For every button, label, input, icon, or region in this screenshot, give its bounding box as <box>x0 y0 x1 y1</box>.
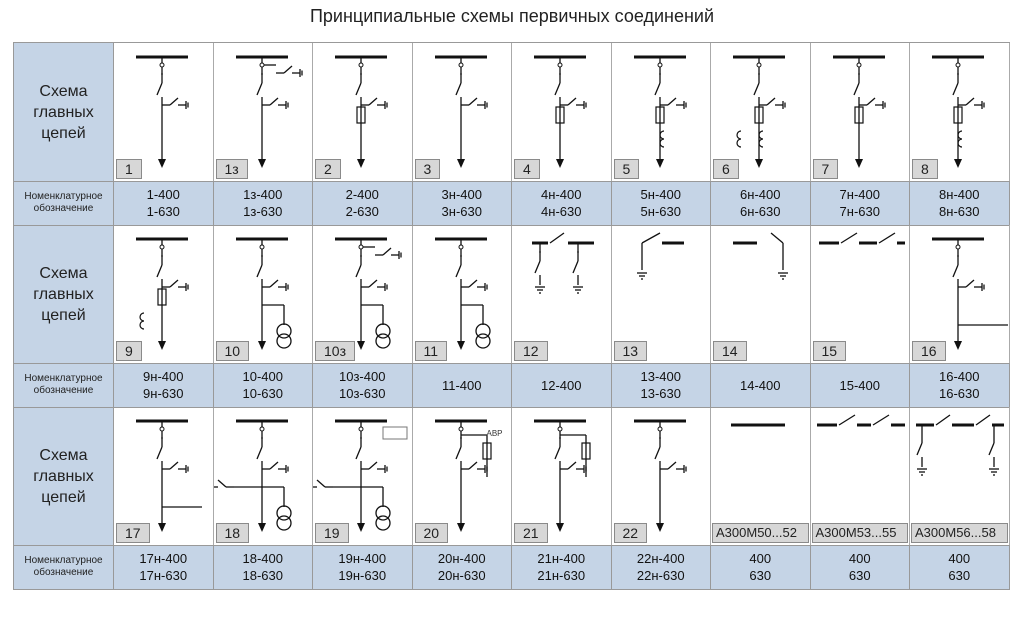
nomenclature-cell <box>114 545 214 589</box>
nomenclature-value: 630 <box>948 568 971 583</box>
scheme-number: 14 <box>713 341 747 361</box>
row-label: Схема главных цепей <box>14 225 114 363</box>
scheme-number: 10з <box>315 341 355 361</box>
nomenclature-value: 1-400 <box>146 187 180 202</box>
scheme-cell <box>413 43 513 181</box>
scheme-cell <box>313 407 413 545</box>
scheme-number: 21 <box>514 523 548 543</box>
nomenclature-value: 18-630 <box>242 568 283 583</box>
nomenclature-value: 1з-630 <box>243 204 283 219</box>
nomenclature-cell <box>214 545 314 589</box>
row-divider <box>14 545 1009 546</box>
nomenclature-value: 400 <box>749 551 772 566</box>
nomenclature-value: 12-400 <box>541 377 582 393</box>
row-divider <box>14 407 1009 408</box>
nomenclature-cell <box>413 181 513 225</box>
nomenclature-value: 10з-400 <box>339 369 386 384</box>
nomenclature-value: 400 <box>948 551 971 566</box>
scheme-number: 13 <box>614 341 648 361</box>
nomenclature-value: 14-400 <box>740 377 781 393</box>
scheme-number: 8 <box>912 159 938 179</box>
scheme-number: 18 <box>216 523 250 543</box>
scheme-cell <box>711 43 811 181</box>
nomenclature-value: 6н-630 <box>740 204 781 219</box>
nomenclature-value: 17н-630 <box>139 568 188 583</box>
row-divider <box>14 181 1009 182</box>
scheme-number: 16 <box>912 341 946 361</box>
nomenclature-label: Номенклатурное обозначение <box>14 545 114 589</box>
scheme-cell <box>811 43 911 181</box>
scheme-cell <box>512 407 612 545</box>
nomenclature-cell <box>413 545 513 589</box>
nomenclature-value: 16-400 <box>939 369 980 384</box>
nomenclature-value: 3н-630 <box>441 204 482 219</box>
nomenclature-cell <box>910 545 1010 589</box>
nomenclature-value: 4н-400 <box>541 187 582 202</box>
nomenclature-value: 3н-400 <box>441 187 482 202</box>
nomenclature-value: 8н-630 <box>939 204 980 219</box>
schemes-table <box>13 42 1010 590</box>
scheme-number: 19 <box>315 523 349 543</box>
scheme-number: А300М53...55 <box>812 523 909 543</box>
nomenclature-value: 15-400 <box>839 377 880 393</box>
nomenclature-value: 10-630 <box>242 386 283 401</box>
nomenclature-value: 8н-400 <box>939 187 980 202</box>
scheme-cell <box>114 225 214 363</box>
nomenclature-value: 21н-400 <box>537 551 586 566</box>
row-divider <box>14 225 1009 226</box>
row-label: Схема главных цепей <box>14 43 114 181</box>
nomenclature-value: 10-400 <box>242 369 283 384</box>
scheme-number: 4 <box>514 159 540 179</box>
scheme-number: А300М56...58 <box>911 523 1008 543</box>
nomenclature-value: 19н-630 <box>338 568 387 583</box>
nomenclature-cell <box>114 181 214 225</box>
nomenclature-cell <box>612 363 712 407</box>
scheme-cell <box>313 43 413 181</box>
scheme-number: 10 <box>216 341 250 361</box>
nomenclature-value: 19н-400 <box>338 551 387 566</box>
scheme-cell <box>711 407 811 545</box>
scheme-number: 15 <box>813 341 847 361</box>
nomenclature-cell <box>711 181 811 225</box>
scheme-number: 11 <box>415 341 448 361</box>
nomenclature-cell <box>612 181 712 225</box>
nomenclature-cell <box>512 181 612 225</box>
nomenclature-cell <box>512 363 612 407</box>
nomenclature-cell <box>811 363 911 407</box>
nomenclature-value: 400 <box>848 551 871 566</box>
nomenclature-value: 630 <box>848 568 871 583</box>
scheme-cell <box>114 43 214 181</box>
nomenclature-value: 630 <box>749 568 772 583</box>
nomenclature-cell <box>114 363 214 407</box>
nomenclature-value: 1з-400 <box>243 187 283 202</box>
scheme-number: 3 <box>415 159 441 179</box>
nomenclature-cell <box>910 363 1010 407</box>
scheme-number: 9 <box>116 341 142 361</box>
avr-tag: АВР <box>486 429 503 438</box>
scheme-cell <box>811 225 911 363</box>
scheme-cell <box>214 43 314 181</box>
nomenclature-cell <box>811 181 911 225</box>
nomenclature-cell <box>313 545 413 589</box>
scheme-number: 6 <box>713 159 739 179</box>
nomenclature-value: 6н-400 <box>740 187 781 202</box>
nomenclature-cell <box>512 545 612 589</box>
scheme-number: 22 <box>614 523 648 543</box>
scheme-number: 1з <box>216 159 248 179</box>
nomenclature-cell <box>313 363 413 407</box>
nomenclature-cell <box>214 181 314 225</box>
scheme-cell <box>910 407 1010 545</box>
nomenclature-value: 20н-630 <box>437 568 486 583</box>
scheme-cell <box>413 407 513 545</box>
nomenclature-value: 4н-630 <box>541 204 582 219</box>
nomenclature-value: 16-630 <box>939 386 980 401</box>
nomenclature-value: 11-400 <box>441 377 482 393</box>
nomenclature-value: 9н-630 <box>143 386 184 401</box>
nomenclature-value: 10з-630 <box>339 386 386 401</box>
nomenclature-value: 9н-400 <box>143 369 184 384</box>
nomenclature-value: 5н-630 <box>640 204 681 219</box>
nomenclature-value: 17н-400 <box>139 551 188 566</box>
scheme-cell <box>214 407 314 545</box>
scheme-cell <box>910 43 1010 181</box>
nomenclature-value: 7н-400 <box>839 187 880 202</box>
scheme-cell <box>313 225 413 363</box>
nomenclature-cell <box>711 545 811 589</box>
scheme-cell <box>612 43 712 181</box>
nomenclature-value: 5н-400 <box>640 187 681 202</box>
page-title: Принципиальные схемы первичных соединений <box>309 6 715 26</box>
scheme-number: А300М50...52 <box>712 523 809 543</box>
nomenclature-value: 13-400 <box>640 369 681 384</box>
scheme-cell <box>214 225 314 363</box>
scheme-cell <box>612 225 712 363</box>
nomenclature-cell <box>711 363 811 407</box>
scheme-number: 7 <box>813 159 839 179</box>
nomenclature-value: 13-630 <box>640 386 681 401</box>
nomenclature-value: 20н-400 <box>437 551 486 566</box>
scheme-cell <box>512 43 612 181</box>
scheme-number: 1 <box>116 159 142 179</box>
row-divider <box>14 363 1009 364</box>
scheme-cell <box>711 225 811 363</box>
scheme-cell <box>612 407 712 545</box>
nomenclature-cell <box>910 181 1010 225</box>
nomenclature-value: 21н-630 <box>537 568 586 583</box>
nomenclature-cell <box>413 363 513 407</box>
row-label: Схема главных цепей <box>14 407 114 545</box>
nomenclature-value: 2-400 <box>345 187 379 202</box>
scheme-cell <box>413 225 513 363</box>
nomenclature-value: 7н-630 <box>839 204 880 219</box>
scheme-cell <box>811 407 911 545</box>
nomenclature-value: 1-630 <box>146 204 180 219</box>
nomenclature-value: 18-400 <box>242 551 283 566</box>
nomenclature-value: 22н-630 <box>636 568 685 583</box>
scheme-number: 17 <box>116 523 150 543</box>
scheme-cell <box>512 225 612 363</box>
scheme-number: 12 <box>514 341 548 361</box>
scheme-cell <box>114 407 214 545</box>
nomenclature-value: 22н-400 <box>636 551 685 566</box>
nomenclature-cell <box>313 181 413 225</box>
scheme-number: 5 <box>614 159 640 179</box>
nomenclature-label: Номенклатурное обозначение <box>14 181 114 225</box>
scheme-number: 20 <box>415 523 449 543</box>
nomenclature-cell <box>811 545 911 589</box>
nomenclature-cell <box>612 545 712 589</box>
scheme-number: 2 <box>315 159 341 179</box>
scheme-cell <box>910 225 1010 363</box>
nomenclature-cell <box>214 363 314 407</box>
nomenclature-label: Номенклатурное обозначение <box>14 363 114 407</box>
nomenclature-value: 2-630 <box>345 204 379 219</box>
